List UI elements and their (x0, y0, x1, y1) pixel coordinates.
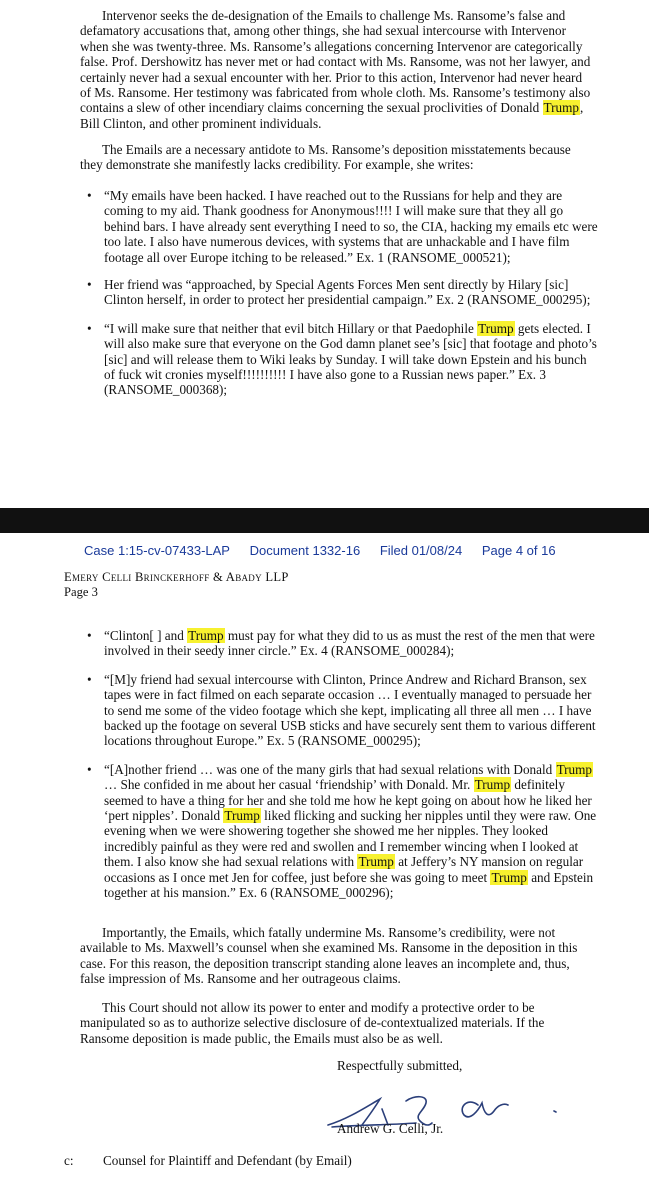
highlight-trump: Trump (543, 100, 579, 116)
bullet-icon: • (87, 761, 92, 777)
page-label: Page 3 (64, 585, 98, 599)
bottom-page (0, 533, 649, 1200)
page-count: Page 4 of 16 (481, 543, 556, 558)
list-item: • Her friend was “approached, by Special Agents Forces Men sent directly by Hilary [sic] Clinton herself, in order to protect her presidential campaign.” Ex. 2 (RANSOME_000295); (87, 277, 591, 308)
bullet-icon: • (87, 188, 92, 203)
bullet-icon: • (87, 277, 92, 293)
highlight-trump: Trump (358, 854, 394, 870)
quote-list-top (80, 188, 600, 398)
list-item: • “[A]nother friend … was one of the many girls that had sexual relations with Donald Trump … She confided in me about her casual ‘friendship’ with Donald. Mr. Trump definitely seemed to have a thing for her and she told me how he kept going on about how he liked her ‘pert nipples’. Donald Trump liked flicking and sucking her nipples until they were raw. One evening when we were showering together she showed me her nipples. They looked incredibly painful as they were red and swollen and I remember wincing when I looked at them. I also know she had sexual relations with Trump at Jeffery’s NY mansion on regular occasions as I once met Jen for coffee, just before she was going to meet Trump and Epstein together at his mansion.” Ex. 6 (RANSOME_000296); (87, 761, 597, 901)
document-number: Document 1332-16 (249, 543, 361, 558)
paragraph-importantly: Importantly, the Emails, which fatally undermine Ms. Ransome’s credibility, were not available to Ms. Maxwell’s counsel when she examined Ms. Ransome in the deposition in this case. For this reason, the deposition transcript standing alone leaves an incomplete and, thus, false impression of Ms. Ransome and her outrageous claims. (80, 925, 578, 987)
bullet-icon: • (87, 671, 92, 687)
signer-name: Andrew G. Celli, Jr. (337, 1121, 444, 1136)
paragraph-antidote: The Emails are a necessary antidote to Ms. Ransome’s deposition misstatements because they demonstrate she manifestly lacks credibility. For example, she writes: (80, 142, 571, 173)
list-item: • “I will make sure that neither that evil bitch Hillary or that Paedophile Trump gets elected. I will also make sure that everyone on the God damn planet see’s [sic] that footage and photo’s [sic] and will release them to Wiki leaks by Sunday. I will take down Epstein and his bunch of fuck wit cronies myself!!!!!!!!!! I have also gone to a Russian news paper.” Ex. 3 (RANSOME_000368); (87, 320, 597, 398)
quote-list-bottom (80, 628, 600, 901)
signature-image (318, 1081, 578, 1155)
case-number: Case 1:15-cv-07433-LAP (84, 543, 230, 558)
cc-label: c: (64, 1153, 74, 1168)
bullet-icon: • (87, 320, 92, 336)
list-item: • “My emails have been hacked. I have reached out to the Russians for help and they are coming to my aid. Thank goodness for Anonymous!!!! I will make sure that they all go behind bars. I have already sent everything I need to so, the CIA, hacking my emails etc were too late. I also have numerous devices, with systems that are unhackable and I have film footage all over Europe itching to be released.” Ex. 1 (RANSOME_000521); (87, 188, 598, 265)
bullet-icon: • (87, 628, 92, 643)
highlight-trump: Trump (556, 761, 592, 777)
court-filing-stamp (84, 543, 584, 558)
list-item: • “[M]y friend had sexual intercourse with Clinton, Prince Andrew and Richard Branson, sex tapes were in fact filmed on each separate occasion … I eventually managed to persuade her to send me some of the video footage which she kept, implicating all three all men … I have backed up the footage on several USB sticks and have securely sent them to various different locations throughout Europe.” Ex. 5 (RANSOME_000295); (87, 671, 596, 749)
top-page-fragment (0, 0, 649, 508)
highlight-trump: Trump (188, 628, 224, 643)
highlight-trump: Trump (224, 808, 260, 824)
closing-salutation: Respectfully submitted, (337, 1058, 463, 1073)
highlight-trump: Trump (478, 320, 514, 336)
paragraph-intervenor: Intervenor seeks the de-designation of the Emails to challenge Ms. Ransome’s false and defamatory accusations that, among other things, she had sexual intercourse with Intervenor when she was twenty-three. Ms. Ransome’s allegations concerning Intervenor are categorically false. Prof. Dershowitz has never met or had contact with Ms. Ransome, was not her lawyer, and certainly never had a sexual encounter with her. Prior to this action, Intervenor had never heard of Ms. Ransome. Her testimony was fabricated from whole cloth. Ms. Ransome’s testimony also contains a slew of other incendiary claims concerning the sexual proclivities of Donald Trump, Bill Clinton, and other prominent individuals. (80, 8, 591, 131)
cc-recipients: Counsel for Plaintiff and Defendant (by Email) (103, 1153, 352, 1168)
firm-name: Emery Celli Brinckerhoff & Abady LLP (64, 570, 289, 584)
page-divider (0, 508, 649, 533)
highlight-trump: Trump (474, 777, 511, 793)
filed-date: Filed 01/08/24 (379, 543, 463, 558)
highlight-trump: Trump (491, 869, 527, 885)
paragraph-court: This Court should not allow its power to enter and modify a protective order to be manipulated so as to authorize selective disclosure of de-contextualized materials. If the Ransome deposition is made public, the Emails must also be as well. (80, 1000, 545, 1046)
list-item: • “Clinton[ ] and Trump must pay for what they did to us as must the rest of the men that were involved in their seedy inner circle.” Ex. 4 (RANSOME_000284); (87, 628, 595, 659)
